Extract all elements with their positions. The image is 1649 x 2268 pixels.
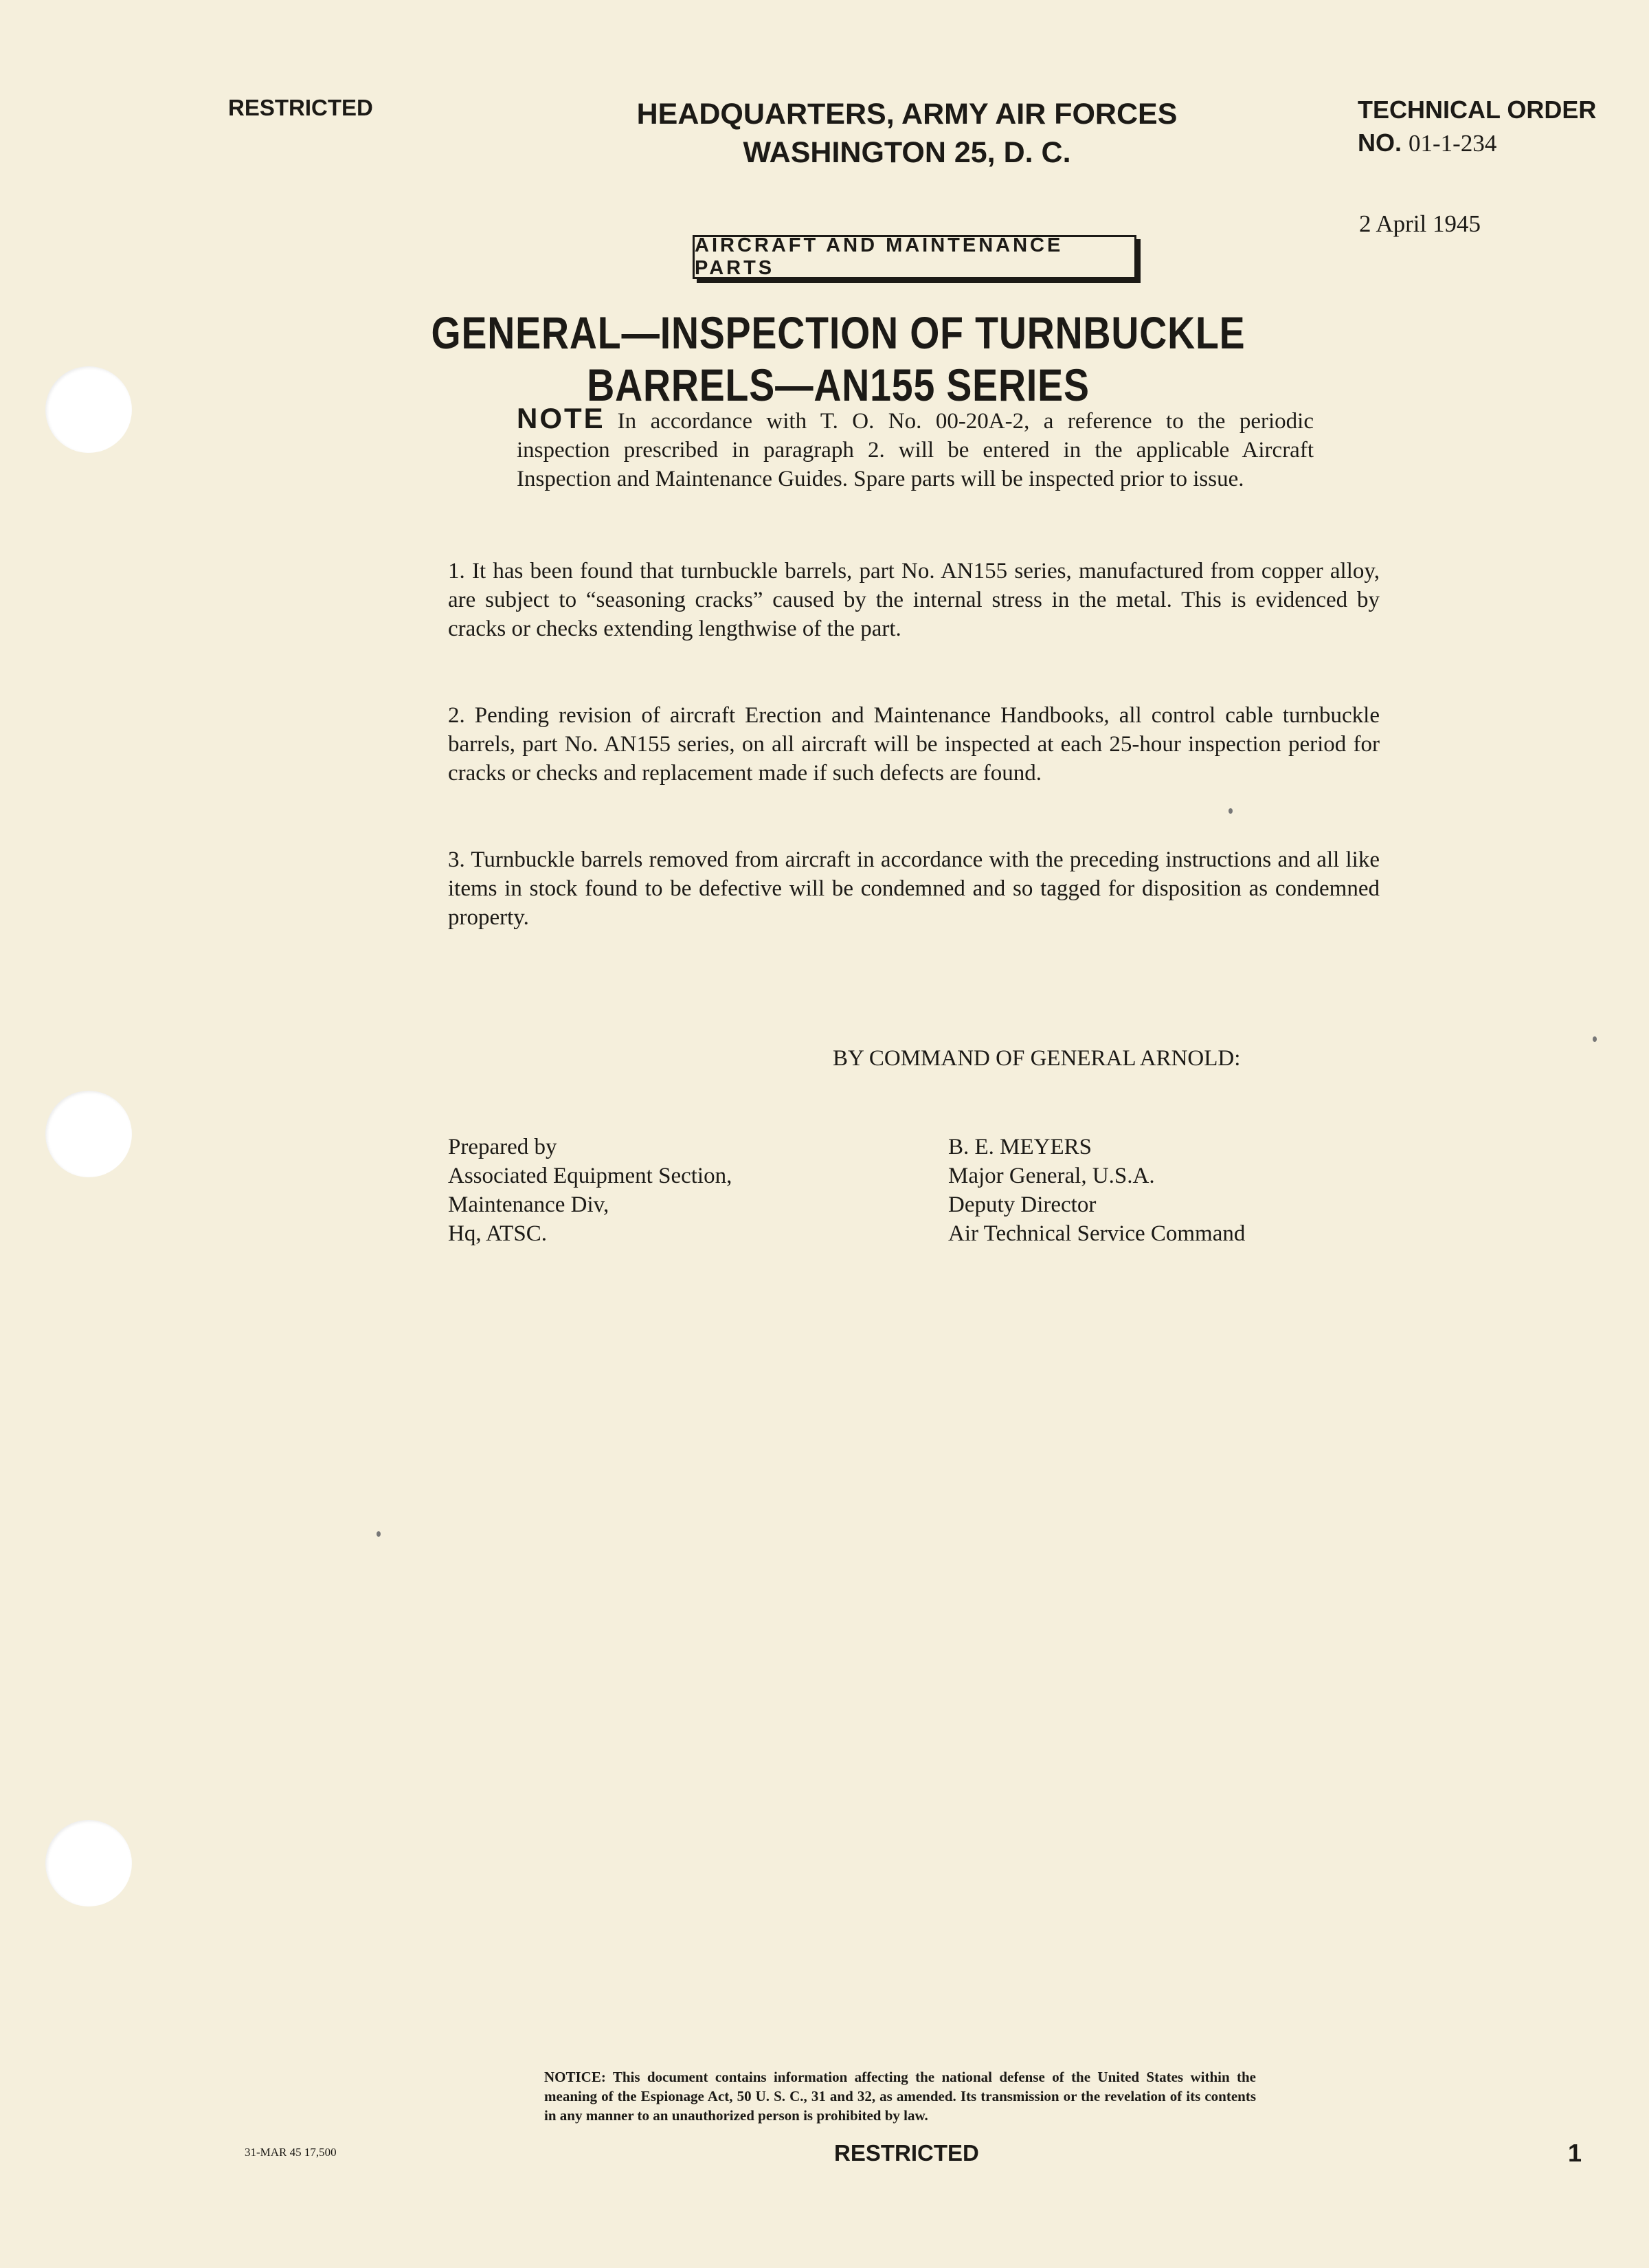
prepared-by-block [448,1133,732,1248]
paragraph-1: 1. It has been found that turnbuckle barrels, part No. AN155 series, manufactured from copper alloy, are subject to “seasoning cracks” caused by the internal stress in the metal. This is evidenced by cracks or checks extending lengthwise of the part. [448,559,1380,641]
espionage-notice: NOTICE: This document contains information affecting the national defense of the United States within the meaning of the Espionage Act, 50 U. S. C., 31 and 32, as amended. Its transmission or the revelation of its contents in any manner to an unauthorized person is prohibited by law. [544,2069,1256,2124]
classification-top: RESTRICTED [228,95,373,120]
paragraph-2: 2. Pending revision of aircraft Erection and Maintenance Handbooks, all control cable turnbuckle barrels, part No. AN155 series, on all aircraft will be inspected at each 25-hour inspection period for cracks or checks and replacement made if such defects are found. [448,703,1380,786]
note-label: NOTE [517,402,605,434]
note-block [517,404,1314,493]
headquarters-heading [522,95,1292,172]
signer-name: B. E. MEYERS [948,1135,1092,1159]
signature-block [948,1133,1245,1248]
print-code: 31-MAR 45 17,500 [245,2146,337,2159]
by-command-line: BY COMMAND OF GENERAL ARNOLD: [833,1046,1241,1071]
issue-date: 2 April 1945 [1359,210,1481,237]
prepared-by-line: Associated Equipment Section, [448,1164,732,1188]
note-text: In accordance with T. O. No. 00-20A-2, a reference to the periodic inspection prescribed in paragraph 2. will be entered in the applicable Aircraft Inspection and Maintenance Guides. Spare parts will be inspected prior to issue. [517,409,1314,491]
prepared-by-line: Hq, ATSC. [448,1221,547,1246]
print-speck [377,1531,381,1537]
technical-order-value: 01-1-234 [1409,130,1497,157]
page-number: 1 [1568,2139,1582,2167]
classification-bottom: RESTRICTED [834,2140,979,2166]
signer-rank: Major General, U.S.A. [948,1164,1155,1188]
prepared-by-line: Prepared by [448,1135,557,1159]
signer-command: Air Technical Service Command [948,1221,1246,1246]
print-speck [1229,808,1233,814]
category-box: AIRCRAFT AND MAINTENANCE PARTS [693,235,1136,279]
technical-order-number [1358,126,1496,160]
binder-hole-middle [45,1091,132,1177]
document-title: GENERAL—INSPECTION OF TURNBUCKLE BARRELS—AN155 SERIES [431,307,1246,410]
prepared-by-line: Maintenance Div, [448,1192,609,1217]
paragraph-3: 3. Turnbuckle barrels removed from aircraft in accordance with the preceding instructions and all like items in stock found to be defective will be condemned and so tagged for disposition as condemned property. [448,847,1380,930]
technical-order-prefix: NO. [1358,129,1402,157]
signer-title: Deputy Director [948,1192,1097,1217]
binder-hole-top [45,366,132,453]
binder-hole-bottom [45,1820,132,1906]
headquarters-line: HEADQUARTERS, ARMY AIR FORCES [636,98,1178,131]
location-line: WASHINGTON 25, D. C. [743,136,1071,169]
print-speck [1593,1036,1597,1042]
technical-order-label: TECHNICAL ORDER [1358,96,1597,124]
